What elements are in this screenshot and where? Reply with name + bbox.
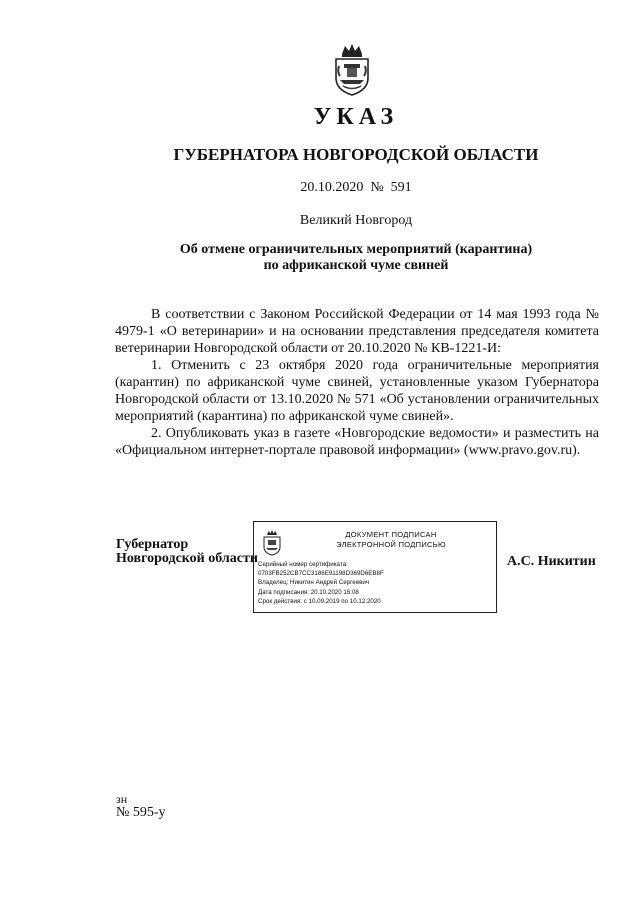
stamp-validity: Срок действия: с 10.09.2019 по 10.12.2020 (258, 597, 381, 605)
heading-line-2: по африканской чуме свиней (263, 258, 449, 273)
stamp-header-line-2: ЭЛЕКТРОННОЙ ПОДПИСЬЮ (336, 540, 446, 549)
coat-of-arms-icon (261, 528, 283, 556)
signatory-name: А.С. Никитин (507, 554, 596, 569)
document-city: Великий Новгород (299, 213, 413, 228)
electronic-signature-stamp (253, 521, 497, 613)
item-2-paragraph: 2. Опубликовать указ в газете «Новгородские ведомости» и разместить на «Официальном интернет-портале правовой информации» (www.pravo.gov.ru). (115, 426, 599, 458)
stamp-details (258, 560, 384, 606)
executor-initials: зн (116, 792, 128, 806)
document-date-number: 20.10.2020 № 591 (300, 180, 412, 195)
novgorod-coat-of-arms-icon (330, 40, 374, 96)
document-code (116, 792, 166, 820)
signatory-position (116, 538, 258, 566)
stamp-header-line-1: ДОКУМЕНТ ПОДПИСАН (345, 530, 437, 539)
stamp-signed-date: Дата подписания: 20.10.2020 16:08 (258, 588, 359, 596)
position-line-2: Новгородской области (116, 551, 258, 566)
stamp-owner: Владелец: Никитин Андрей Сергеевич (258, 579, 370, 587)
item-1-paragraph: 1. Отменить с 23 октября 2020 года ограничительные мероприятия (карантин) по африканской чуме свиней, установленные указом Губернатора Новгородской области от 13.10.2020 № 571 «Об установлении ограничительных мероприятий (карантина) по африканской чуме свиней». (115, 358, 599, 424)
document-body (115, 306, 599, 459)
document-title: УКАЗ (313, 104, 399, 130)
document-subtitle: ГУБЕРНАТОРА НОВГОРОДСКОЙ ОБЛАСТИ (173, 145, 539, 164)
stamp-header (296, 530, 486, 550)
document-heading (0, 242, 640, 274)
registration-number: № 595-у (116, 805, 166, 820)
position-line-1: Губернатор (116, 537, 189, 552)
stamp-cert-number: 0703FB252CB7CC3186E91198D369D6EB8F (258, 570, 384, 578)
preamble-paragraph: В соответствии с Законом Российской Федерации от 14 мая 1993 года № 4979-1 «О ветеринарии» и на основании представления председателя комитета ветеринарии Новгородской области от 20.10.2020 № КВ-1221-И: (115, 307, 599, 356)
stamp-cert-label: Серийный номер сертификата: (258, 561, 348, 568)
heading-line-1: Об отмене ограничительных мероприятий (карантина) (179, 242, 533, 257)
